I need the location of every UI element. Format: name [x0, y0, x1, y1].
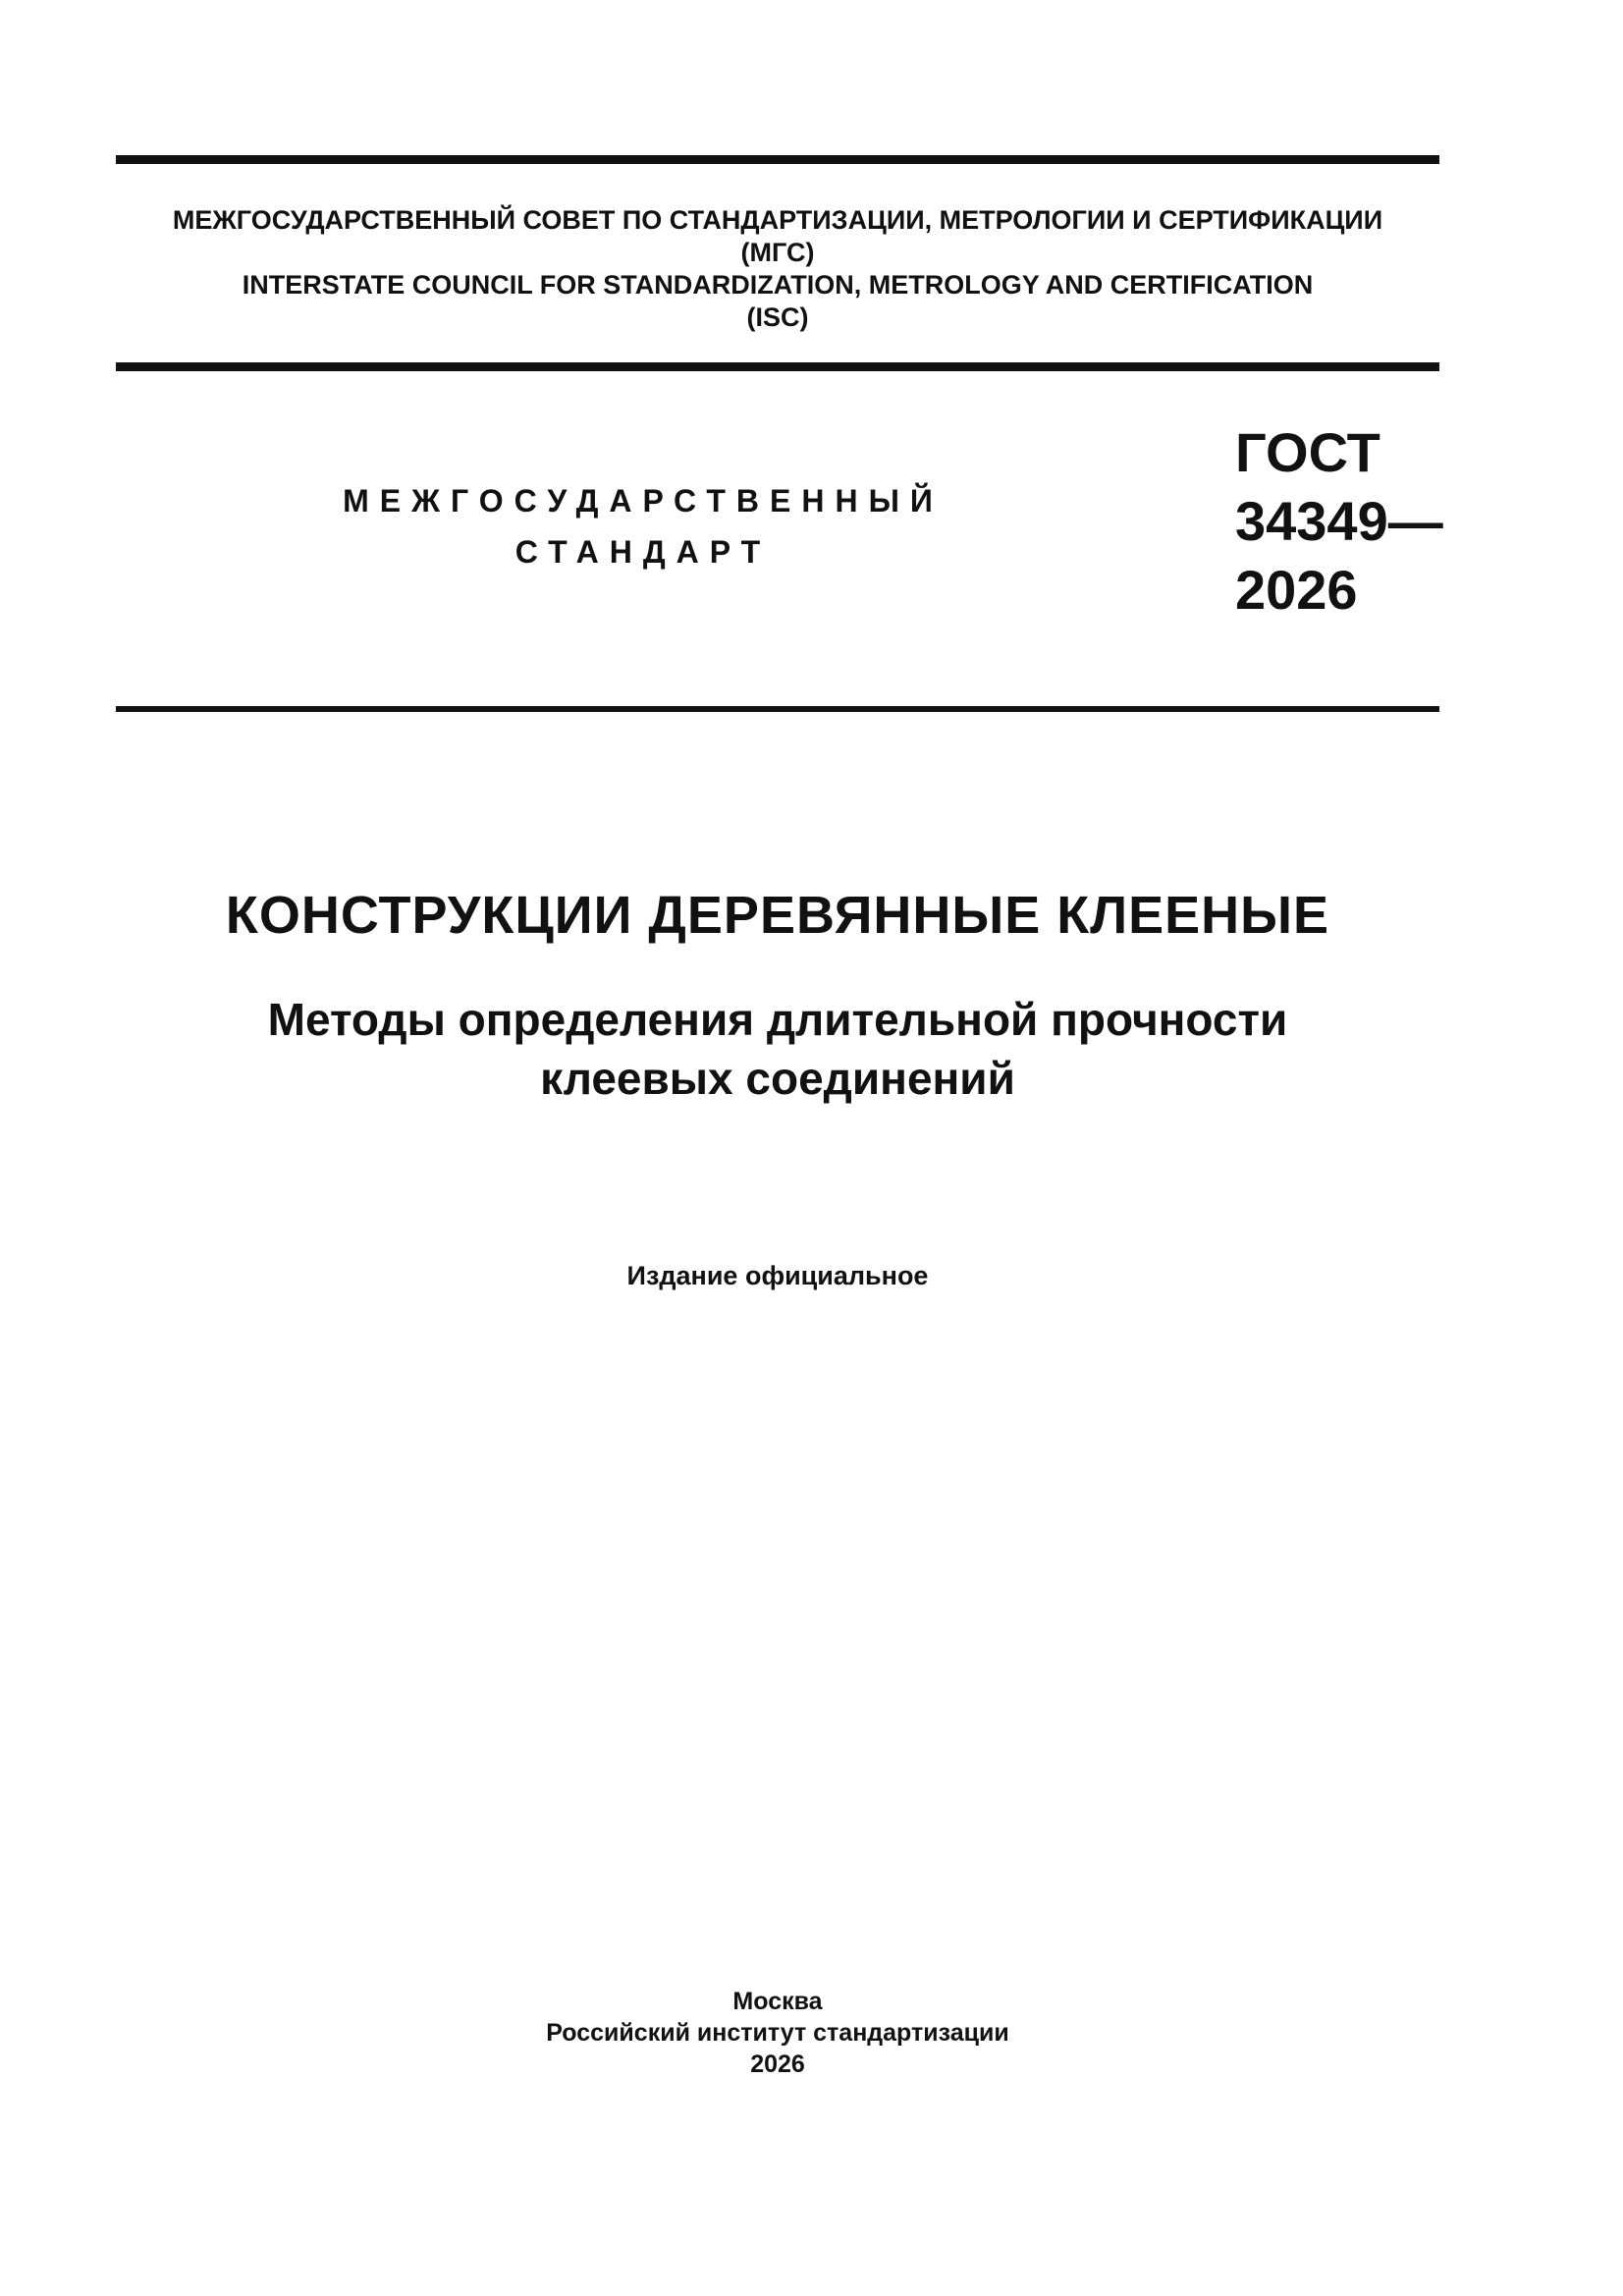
- imprint-publisher: Российский институт стандартизации: [546, 2019, 1009, 2047]
- gost-prefix: ГОСТ: [1235, 421, 1380, 483]
- top-rule: [116, 155, 1439, 164]
- council-bottom-rule: [116, 362, 1439, 371]
- gost-year: 2026: [1235, 559, 1358, 621]
- standard-type-line1: МЕЖГОСУДАРСТВЕННЫЙ: [343, 483, 944, 519]
- council-name-en: INTERSTATE COUNCIL FOR STANDARDIZATION, METROLOGY AND CERTIFICATION: [242, 270, 1314, 300]
- council-abbr-ru: (МГС): [740, 238, 815, 267]
- council-abbr-en: (ISC): [746, 302, 809, 332]
- imprint-year: 2026: [750, 2050, 805, 2078]
- standard-type-line2: СТАНДАРТ: [514, 534, 772, 570]
- standard-type: [324, 475, 962, 577]
- council-header: [116, 204, 1439, 334]
- document-subtitle: [116, 990, 1439, 1108]
- designation-bottom-rule: [116, 706, 1439, 712]
- subtitle-line2: клеевых соединений: [540, 1053, 1015, 1104]
- edition-label: Издание официальное: [626, 1261, 929, 1290]
- imprint-city: Москва: [732, 1988, 823, 2015]
- gost-number: 34349—: [1235, 490, 1443, 552]
- gost-designation: [1235, 418, 1443, 625]
- subtitle-line1: Методы определения длительной прочности: [267, 994, 1288, 1045]
- imprint: [116, 1986, 1439, 2080]
- document-title: КОНСТРУКЦИИ ДЕРЕВЯННЫЕ КЛЕЕНЫЕ: [225, 886, 1330, 945]
- council-name-ru: МЕЖГОСУДАРСТВЕННЫЙ СОВЕТ ПО СТАНДАРТИЗАЦИИ, МЕТРОЛОГИИ И СЕРТИФИКАЦИИ: [172, 205, 1383, 235]
